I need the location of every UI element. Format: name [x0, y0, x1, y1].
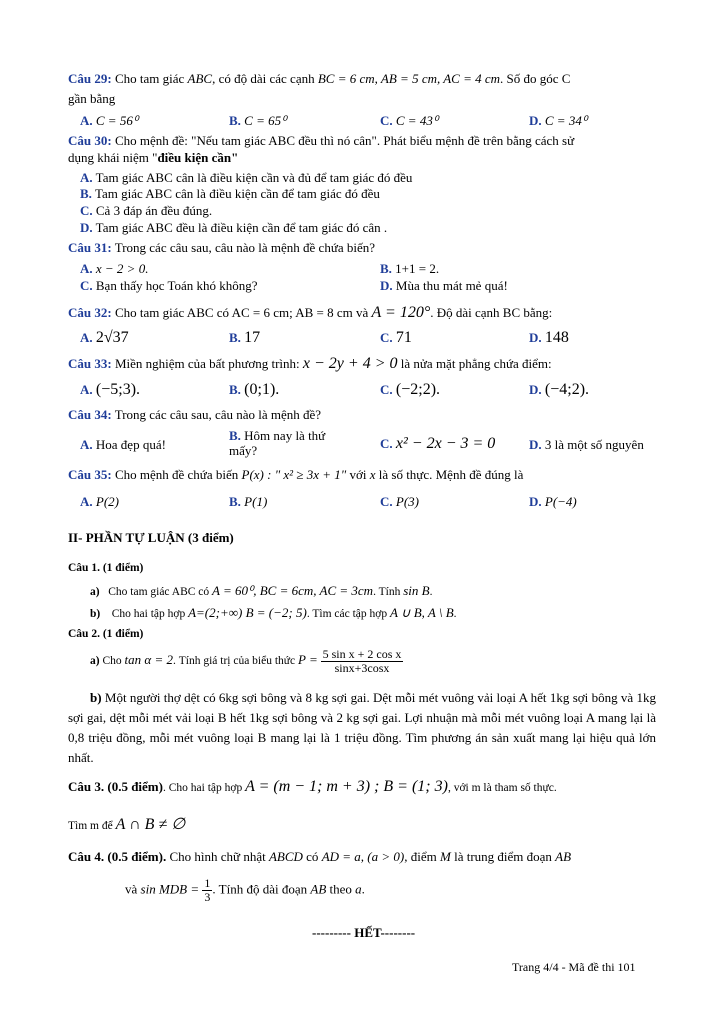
c4-text4: là trung điểm đoạn — [450, 849, 556, 864]
option-value: Bạn thấy học Toán khó không? — [95, 278, 258, 293]
c2-b — [68, 688, 656, 768]
c2-den: sinx+3cosx — [334, 661, 390, 675]
q33-option-d[interactable] — [529, 381, 589, 399]
q32-option-b[interactable] — [229, 329, 260, 347]
c4-m: M — [439, 849, 451, 864]
q35-text3: là số thực. Mệnh đề đúng là — [375, 467, 524, 482]
c2-a-math: tan α = 2 — [124, 652, 173, 668]
q30-bold: điều kiện cần — [157, 150, 232, 165]
q32-angle: A = 120° — [371, 304, 431, 321]
option-value: P(3) — [395, 494, 419, 509]
q29-option-c[interactable] — [380, 113, 438, 129]
option-value: (0;1). — [244, 381, 280, 398]
q31-line1 — [68, 240, 375, 256]
q34-text: Trong các câu sau, câu nào là mệnh đề? — [114, 407, 322, 422]
c4-den: 3 — [204, 890, 211, 904]
c1-b-text: Cho hai tập hợp — [111, 608, 189, 620]
option-label: D. — [529, 382, 542, 397]
q31-label: Câu 31: — [68, 240, 112, 255]
c4-line2 — [125, 877, 365, 904]
c1-b — [90, 605, 457, 621]
option-label: D. — [529, 330, 542, 345]
option-value-cont: mấy? — [229, 443, 258, 458]
c4-num: 1 — [204, 876, 211, 890]
q29-option-b[interactable] — [229, 113, 286, 129]
option-label: B. — [380, 261, 392, 276]
q33-text: Miền nghiệm của bất phương trình: — [114, 356, 303, 371]
q32-text2: . Độ dài cạnh BC bằng: — [430, 305, 553, 320]
c4-text3: , điểm — [404, 849, 440, 864]
q29-label: Câu 29: — [68, 71, 112, 86]
option-value: 71 — [395, 329, 412, 346]
q35-option-c[interactable] — [380, 494, 419, 510]
c1-a-text2: . Tính — [373, 586, 404, 598]
option-label: A. — [80, 261, 93, 276]
q35-x: x — [369, 467, 376, 482]
option-label: A. — [80, 382, 93, 397]
q29-abc: ABC — [187, 71, 213, 86]
option-value: x² − 2x − 3 = 0 — [395, 435, 496, 452]
option-label: B. — [80, 186, 92, 201]
option-value: (−5;3). — [95, 381, 141, 398]
q33-option-a[interactable] — [80, 381, 140, 399]
option-value: 17 — [244, 329, 261, 346]
c3-line2-math: A ∩ B ≠ ∅ — [115, 816, 186, 833]
option-value: Tam giác ABC cân là điều kiện cần và đủ để tam giác đó đều — [95, 170, 413, 185]
q30-option-b[interactable] — [80, 186, 380, 202]
q35-expr: P(x) : " x² ≥ 3x + 1" — [241, 467, 347, 482]
q32-text: Cho tam giác ABC có AC = 6 cm; AB = 8 cm và — [114, 305, 372, 320]
q34-option-c[interactable] — [380, 435, 495, 453]
q33-option-b[interactable] — [229, 381, 279, 399]
c2-p: P = — [298, 652, 318, 668]
q32-option-a[interactable] — [80, 329, 129, 347]
c4-line2-text: và — [125, 881, 141, 897]
q33-label: Câu 33: — [68, 356, 112, 371]
option-label: C. — [380, 113, 393, 128]
c3-label: Câu 3. (0.5 điểm) — [68, 779, 163, 794]
q33-text2: là nửa mặt phẳng chứa điểm: — [397, 356, 552, 371]
q30-option-a[interactable] — [80, 170, 412, 186]
q31-text: Trong các câu sau, câu nào là mệnh đề chứa biến? — [114, 240, 376, 255]
option-value: x − 2 > 0. — [95, 261, 149, 276]
option-label: D. — [529, 437, 542, 452]
c3-line2 — [68, 814, 185, 834]
q35-label: Câu 35: — [68, 467, 112, 482]
option-value: Cả 3 đáp án đều đúng. — [95, 203, 213, 218]
c1-b-text3: . — [453, 608, 457, 620]
q33-inequality: x − 2y + 4 > 0 — [302, 355, 398, 372]
c1-label: Câu 1. (1 điểm) — [68, 562, 144, 574]
q30-text: Cho mệnh đề: "Nếu tam giác ABC đều thì nó cân". Phát biểu mệnh đề trên bằng cách sử — [114, 133, 575, 148]
c4-math: AD = a, (a > 0) — [321, 849, 405, 864]
option-label: A. — [80, 494, 93, 509]
option-value: C = 56⁰ — [95, 113, 139, 128]
q29-text3: . Số đo góc C — [500, 71, 571, 86]
c2-a-label: a) — [90, 655, 100, 668]
option-label: C. — [380, 494, 393, 509]
c1-b-label: b) — [90, 608, 101, 620]
option-value: C = 34⁰ — [544, 113, 588, 128]
option-value: C = 65⁰ — [244, 113, 287, 128]
q34-option-b[interactable] — [229, 428, 325, 458]
q35-option-d[interactable] — [529, 494, 577, 510]
option-label: B. — [229, 113, 241, 128]
option-value: C = 43⁰ — [395, 113, 439, 128]
c2-a-text: Cho — [102, 655, 125, 668]
option-value: Tam giác ABC cân là điều kiện cần để tam giác đó đều — [94, 186, 380, 201]
c1-a-label: a) — [90, 586, 100, 598]
option-value: Tam giác ABC đều là điều kiện cần để tam giác đó cân . — [95, 220, 388, 235]
c4-fraction — [202, 877, 212, 904]
option-value: 1+1 = 2. — [395, 261, 440, 276]
c2-b-label: b) — [90, 690, 102, 705]
c3-line1 — [68, 778, 557, 796]
q29-sides: BC = 6 cm, AB = 5 cm, AC = 4 cm — [317, 71, 501, 86]
option-value: 2√37 — [95, 329, 129, 346]
page-footer: Trang 4/4 - Mã đề thi 101 — [512, 960, 636, 974]
c1-b-math: A=(2;+∞) B = (−2; 5) — [188, 605, 307, 620]
option-label: A. — [80, 170, 93, 185]
c2-fraction — [321, 648, 404, 675]
c4-ab: AB — [555, 849, 572, 864]
option-label: C. — [80, 203, 93, 218]
option-label: C. — [380, 330, 393, 345]
c1-a — [90, 583, 432, 599]
option-value: (−2;2). — [395, 381, 441, 398]
c4-line1 — [68, 849, 571, 865]
c1-a-sin: sin B — [403, 583, 430, 598]
option-value: P(1) — [244, 494, 268, 509]
q34-label: Câu 34: — [68, 407, 112, 422]
option-value: 148 — [544, 329, 569, 346]
q32-option-c[interactable] — [380, 329, 412, 347]
c2-a — [90, 648, 403, 675]
q32-line1 — [68, 304, 552, 322]
q33-line1 — [68, 355, 552, 373]
q29-option-d[interactable] — [529, 113, 587, 129]
option-value: Hôm nay là thứ — [244, 428, 326, 443]
option-value: (−4;2). — [544, 381, 590, 398]
c1-a-math: A = 60⁰, BC = 6cm, AC = 3cm — [212, 583, 374, 598]
option-value: 3 là một số nguyên — [544, 437, 644, 452]
q34-option-a[interactable] — [80, 437, 166, 453]
c1-b-sets: A ∪ B, A \ B — [389, 605, 454, 620]
end-marker: --------- HẾT-------- — [312, 925, 416, 940]
q35-line1 — [68, 467, 523, 483]
q33-option-c[interactable] — [380, 381, 440, 399]
option-label: C. — [80, 278, 93, 293]
q29-text: Cho tam giác — [114, 71, 188, 86]
q31-option-c[interactable] — [80, 278, 258, 294]
q34-line1 — [68, 407, 321, 423]
q31-option-b[interactable] — [380, 261, 439, 277]
c4-abcd: ABCD — [268, 849, 303, 864]
c4-label: Câu 4. (0.5 điểm). — [68, 849, 167, 864]
option-label: C. — [380, 436, 393, 451]
q34-option-d[interactable] — [529, 437, 644, 453]
c2-label: Câu 2. (1 điểm) — [68, 628, 144, 640]
c4-line2-text2: . Tính độ dài đoạn — [212, 881, 311, 897]
q35-option-a[interactable] — [80, 494, 119, 510]
c3-line2-text: Tìm m để — [68, 820, 116, 832]
q30-line2 — [68, 150, 238, 166]
q29-text2: , có độ dài các cạnh — [212, 71, 318, 86]
option-label: D. — [529, 494, 542, 509]
option-label: B. — [229, 330, 241, 345]
option-label: D. — [380, 278, 393, 293]
q32-label: Câu 32: — [68, 305, 112, 320]
q35-text: Cho mệnh đề chứa biến — [114, 467, 242, 482]
q29-line2: gần bằng — [68, 91, 116, 106]
option-value: P(−4) — [544, 494, 577, 509]
c3-math: A = (m − 1; m + 3) ; B = (1; 3) — [245, 778, 448, 795]
q30-text3: " — [231, 150, 239, 165]
c4-text2: có — [302, 849, 322, 864]
option-value: P(2) — [95, 494, 119, 509]
option-label: A. — [80, 113, 93, 128]
option-label: D. — [529, 113, 542, 128]
c3-text2: , với m là tham số thực. — [447, 782, 557, 794]
option-label: B. — [229, 494, 241, 509]
c1-b-text2: . Tìm các tập hợp — [306, 608, 390, 620]
option-value: Mùa thu mát mẻ quá! — [395, 278, 508, 293]
q30-text2: dụng khái niệm " — [68, 150, 158, 165]
q29-option-a[interactable] — [80, 113, 138, 129]
q30-line1 — [68, 133, 574, 149]
c4-sin: sin MDB = — [140, 881, 200, 897]
q30-option-c[interactable] — [80, 203, 212, 219]
q35-option-b[interactable] — [229, 494, 267, 510]
c3-text: . Cho hai tập hợp — [162, 782, 246, 794]
c2-b-text: Một người thợ dệt có 6kg sợi bông và 8 kg sợi gai. Dệt mỗi mét vuông vải loại A hết 1kg sợi bông và 1kg sợi gai, dệt mỗi mét vải loại B hết 1kg sợi bông và 2 kg sợi gai. Lợi nhuận mà mỗi mét vuông loại A mang lại là 0,8 triệu đồng, mỗi mét vuông loại B mang lại là 1 triệu đồng. Tìm phương án sản xuất mang lại hiệu quả lớn nhất. — [68, 690, 657, 765]
option-label: B. — [229, 382, 241, 397]
option-label: A. — [80, 437, 93, 452]
option-label: C. — [380, 382, 393, 397]
q31-option-a[interactable] — [80, 261, 148, 277]
c4-line2-text3: theo — [326, 881, 356, 897]
c2-a-text2: . Tính giá trị của biểu thức — [172, 655, 299, 668]
c4-ab2: AB — [310, 881, 327, 897]
option-label: A. — [80, 330, 93, 345]
c2-num: 5 sin x + 2 cos x — [322, 647, 402, 661]
q31-option-d[interactable] — [380, 278, 508, 294]
q35-text2: với — [346, 467, 370, 482]
part2-title: II- PHẦN TỰ LUẬN (3 điểm) — [68, 530, 234, 545]
c4-a: a — [355, 881, 362, 897]
c1-a-text3: . — [429, 586, 433, 598]
q30-option-d[interactable] — [80, 220, 387, 236]
q29-line1 — [68, 71, 570, 87]
q30-label: Câu 30: — [68, 133, 112, 148]
c4-line2-text4: . — [361, 881, 365, 897]
c1-a-text: Cho tam giác ABC có — [108, 586, 213, 598]
option-value: Hoa đẹp quá! — [95, 437, 166, 452]
q32-option-d[interactable] — [529, 329, 569, 347]
option-label: D. — [80, 220, 93, 235]
option-label: B. — [229, 428, 241, 443]
c4-text: Cho hình chữ nhật — [166, 849, 269, 864]
